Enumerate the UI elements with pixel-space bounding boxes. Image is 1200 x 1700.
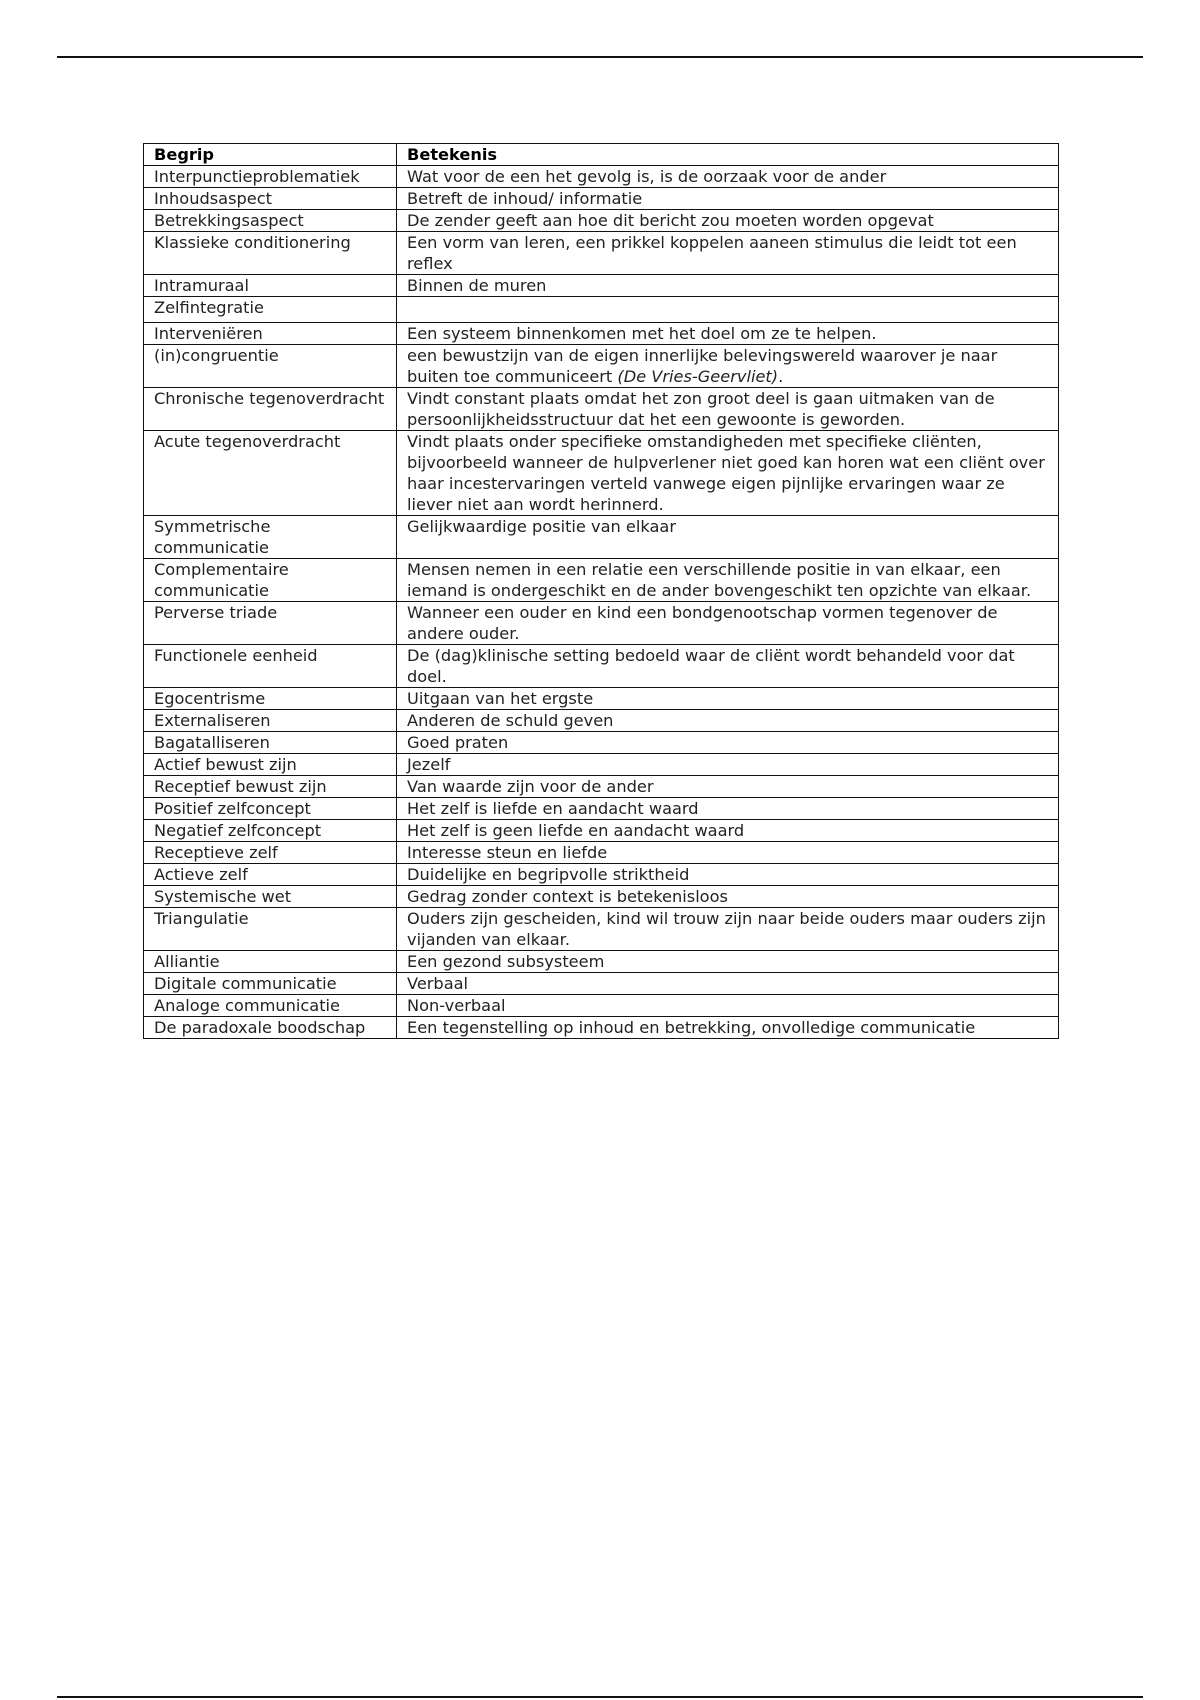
table-row [144,732,1059,754]
term-cell: Externaliseren [144,710,397,732]
table-row [144,559,1059,602]
meaning-end: . [778,367,784,386]
table-row [144,688,1059,710]
term-cell: Functionele eenheid [144,645,397,688]
meaning-cell: Van waarde zijn voor de ander [397,776,1059,798]
table-row [144,645,1059,688]
term-cell: Actieve zelf [144,864,397,886]
meaning-cell: Betreft de inhoud/ informatie [397,188,1059,210]
table-row [144,842,1059,864]
table-row [144,516,1059,559]
table-row [144,345,1059,388]
term-cell: Zelfintegratie [144,297,397,323]
table-row [144,323,1059,345]
table-row [144,754,1059,776]
term-cell: Betrekkingsaspect [144,210,397,232]
meaning-cell: Duidelijke en begripvolle striktheid [397,864,1059,886]
meaning-cell: Een tegenstelling op inhoud en betrekking, onvolledige communicatie [397,1017,1059,1039]
term-cell: Inhoudsaspect [144,188,397,210]
term-cell: Analoge communicatie [144,995,397,1017]
meaning-cell: Mensen nemen in een relatie een verschillende positie in van elkaar, een iemand is ondergeschikt en de ander bovengeschikt ten opzichte van elkaar. [397,559,1059,602]
term-cell: Alliantie [144,951,397,973]
meaning-cell: Vindt constant plaats omdat het zon groot deel is gaan uitmaken van de persoonlijkheidsstructuur dat het een gewoonte is geworden. [397,388,1059,431]
meaning-cell: Anderen de schuld geven [397,710,1059,732]
term-cell: (in)congruentie [144,345,397,388]
meaning-cell: Jezelf [397,754,1059,776]
header-rule [57,56,1143,58]
table-row [144,1017,1059,1039]
meaning-cell: Binnen de muren [397,275,1059,297]
term-cell: Systemische wet [144,886,397,908]
meaning-cell [397,345,1059,388]
term-cell: Symmetrische communicatie [144,516,397,559]
table-row [144,886,1059,908]
table-row [144,210,1059,232]
term-cell: Interpunctieproblematiek [144,166,397,188]
meaning-cell: Interesse steun en liefde [397,842,1059,864]
table-row [144,431,1059,516]
table-row [144,232,1059,275]
meaning-cell: Gelijkwaardige positie van elkaar [397,516,1059,559]
meaning-cell: Gedrag zonder context is betekenisloos [397,886,1059,908]
meaning-text: een bewustzijn van de eigen innerlijke belevingswereld waarover je naar buiten toe communiceert [407,346,998,386]
term-cell: Negatief zelfconcept [144,820,397,842]
meaning-cell [397,297,1059,323]
table-row [144,710,1059,732]
meaning-cell: De zender geeft aan hoe dit bericht zou moeten worden opgevat [397,210,1059,232]
table-row [144,798,1059,820]
table-row [144,995,1059,1017]
meaning-cell: Een gezond subsysteem [397,951,1059,973]
meaning-cell: Vindt plaats onder specifieke omstandigheden met specifieke cliënten, bijvoorbeeld wanneer de hulpverlener niet goed kan horen wat een cliënt over haar incestervaringen verteld vanwege eigen pijnlijke ervaringen waar ze liever niet aan wordt herinnerd. [397,431,1059,516]
term-cell: Acute tegenoverdracht [144,431,397,516]
term-cell: De paradoxale boodschap [144,1017,397,1039]
meaning-cell: Goed praten [397,732,1059,754]
meaning-cell: De (dag)klinische setting bedoeld waar de cliënt wordt behandeld voor dat doel. [397,645,1059,688]
table-row [144,188,1059,210]
term-cell: Egocentrisme [144,688,397,710]
table-row [144,864,1059,886]
table-row [144,820,1059,842]
meaning-cell: Wat voor de een het gevolg is, is de oorzaak voor de ander [397,166,1059,188]
term-cell: Interveniëren [144,323,397,345]
meaning-citation: (De Vries-Geervliet) [617,367,779,386]
table-row [144,297,1059,323]
meaning-cell: Uitgaan van het ergste [397,688,1059,710]
table-row [144,908,1059,951]
term-cell: Complementaire communicatie [144,559,397,602]
meaning-cell: Ouders zijn gescheiden, kind wil trouw zijn naar beide ouders maar ouders zijn vijanden van elkaar. [397,908,1059,951]
table-row [144,973,1059,995]
column-header-term: Begrip [144,144,397,166]
column-header-meaning: Betekenis [397,144,1059,166]
table-row [144,388,1059,431]
term-cell: Digitale communicatie [144,973,397,995]
term-cell: Perverse triade [144,602,397,645]
table-header-row [144,144,1059,166]
footer-rule [57,1696,1143,1698]
meaning-cell: Wanneer een ouder en kind een bondgenootschap vormen tegenover de andere ouder. [397,602,1059,645]
glossary-table [143,143,1059,1039]
table-row [144,602,1059,645]
term-cell: Bagatalliseren [144,732,397,754]
term-cell: Chronische tegenoverdracht [144,388,397,431]
term-cell: Intramuraal [144,275,397,297]
table-row [144,166,1059,188]
table-row [144,275,1059,297]
meaning-cell: Het zelf is liefde en aandacht waard [397,798,1059,820]
term-cell: Klassieke conditionering [144,232,397,275]
term-cell: Receptief bewust zijn [144,776,397,798]
term-cell: Receptieve zelf [144,842,397,864]
meaning-cell: Een vorm van leren, een prikkel koppelen aaneen stimulus die leidt tot een reflex [397,232,1059,275]
term-cell: Actief bewust zijn [144,754,397,776]
meaning-cell: Verbaal [397,973,1059,995]
meaning-cell: Een systeem binnenkomen met het doel om ze te helpen. [397,323,1059,345]
term-cell: Triangulatie [144,908,397,951]
meaning-cell: Non-verbaal [397,995,1059,1017]
table-row [144,951,1059,973]
table-row [144,776,1059,798]
term-cell: Positief zelfconcept [144,798,397,820]
meaning-cell: Het zelf is geen liefde en aandacht waard [397,820,1059,842]
